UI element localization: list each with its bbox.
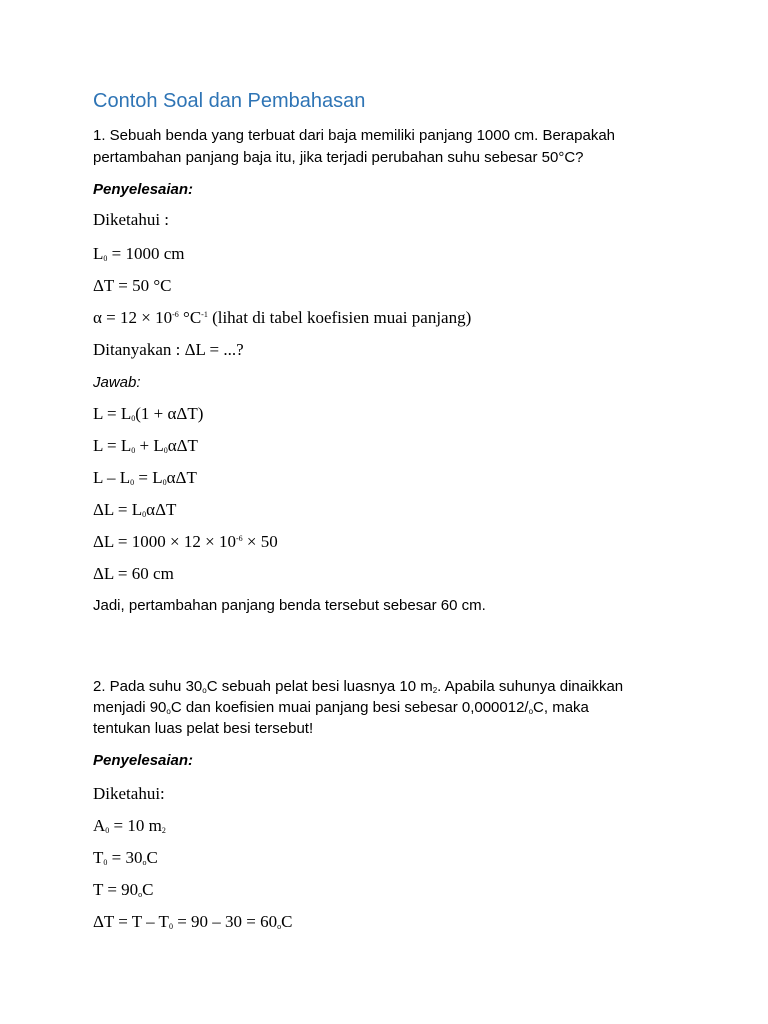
problem1-answer-label: Jawab: [93, 374, 141, 391]
problem1-known-label: Diketahui : [93, 210, 170, 229]
problem1-delta-T: ΔT = 50 °C [93, 276, 172, 295]
problem2-solution-label: Penyelesaian: [93, 752, 194, 769]
problem2-known-label: Diketahui: [93, 784, 165, 803]
problem1-alpha: $\alpha = 12 \times 10^{-6}$ $^\circ C^{-1}$ (lihat di tabel koefisien muai panjang) [93, 308, 472, 327]
problem1-eq2: $L = L_0 + L_0\alpha\Delta T$ [93, 436, 198, 455]
problem2-T: $T = 90_oC$ [93, 880, 154, 899]
problem1-eq5: $\Delta L = 1000 \times 12 \times 10^{-6} \times 50$ [93, 532, 278, 551]
problem1-L0: $L_0 = 1000$ cm [93, 244, 185, 263]
problem2-question-line3: tentukan luas pelat besi tersebut! [93, 720, 314, 737]
problem2-T0: $T_0 = 30_oC$ [93, 848, 158, 867]
problem1-eq4: $\Delta L = L_0\alpha\Delta T$ [93, 500, 177, 519]
problem1-asked: Ditanyakan : ΔL = ...? [93, 340, 244, 359]
problem1-solution-label: Penyelesaian: [93, 181, 194, 198]
problem1-question-line2: pertambahan panjang baja itu, jika terjadi perubahan suhu sebesar 50°C? [93, 149, 584, 166]
problem1-question-line1: 1. Sebuah benda yang terbuat dari baja memiliki panjang 1000 cm. Berapakah [93, 127, 616, 144]
problem1-conclusion: Jadi, pertambahan panjang benda tersebut sebesar 60 cm. [93, 597, 486, 614]
problem1-eq3: $L - L_0 = L_0\alpha\Delta T$ [93, 468, 197, 487]
problem1-eq1: $L = L_0(1 + \alpha\Delta T)$ [93, 404, 204, 423]
page-title: Contoh Soal dan Pembahasan [93, 90, 366, 112]
problem2-delta-T: $\Delta T = T - T_0 = 90 - 30 = 60_oC$ [93, 912, 293, 931]
problem2-question-line2: menjadi $90_oC$ dan koefisien muai panjang besi sebesar $0,000012/_oC$, maka [93, 699, 589, 716]
problem2-question-line1: 2. Pada suhu $30_oC$ sebuah pelat besi luasnya 10 $m_2$. Apabila suhunya dinaikkan [93, 678, 624, 695]
problem2-A0: $A_0 = 10$ $m_2$ [93, 816, 166, 835]
problem1-eq6: ΔL = 60 cm [93, 564, 174, 583]
